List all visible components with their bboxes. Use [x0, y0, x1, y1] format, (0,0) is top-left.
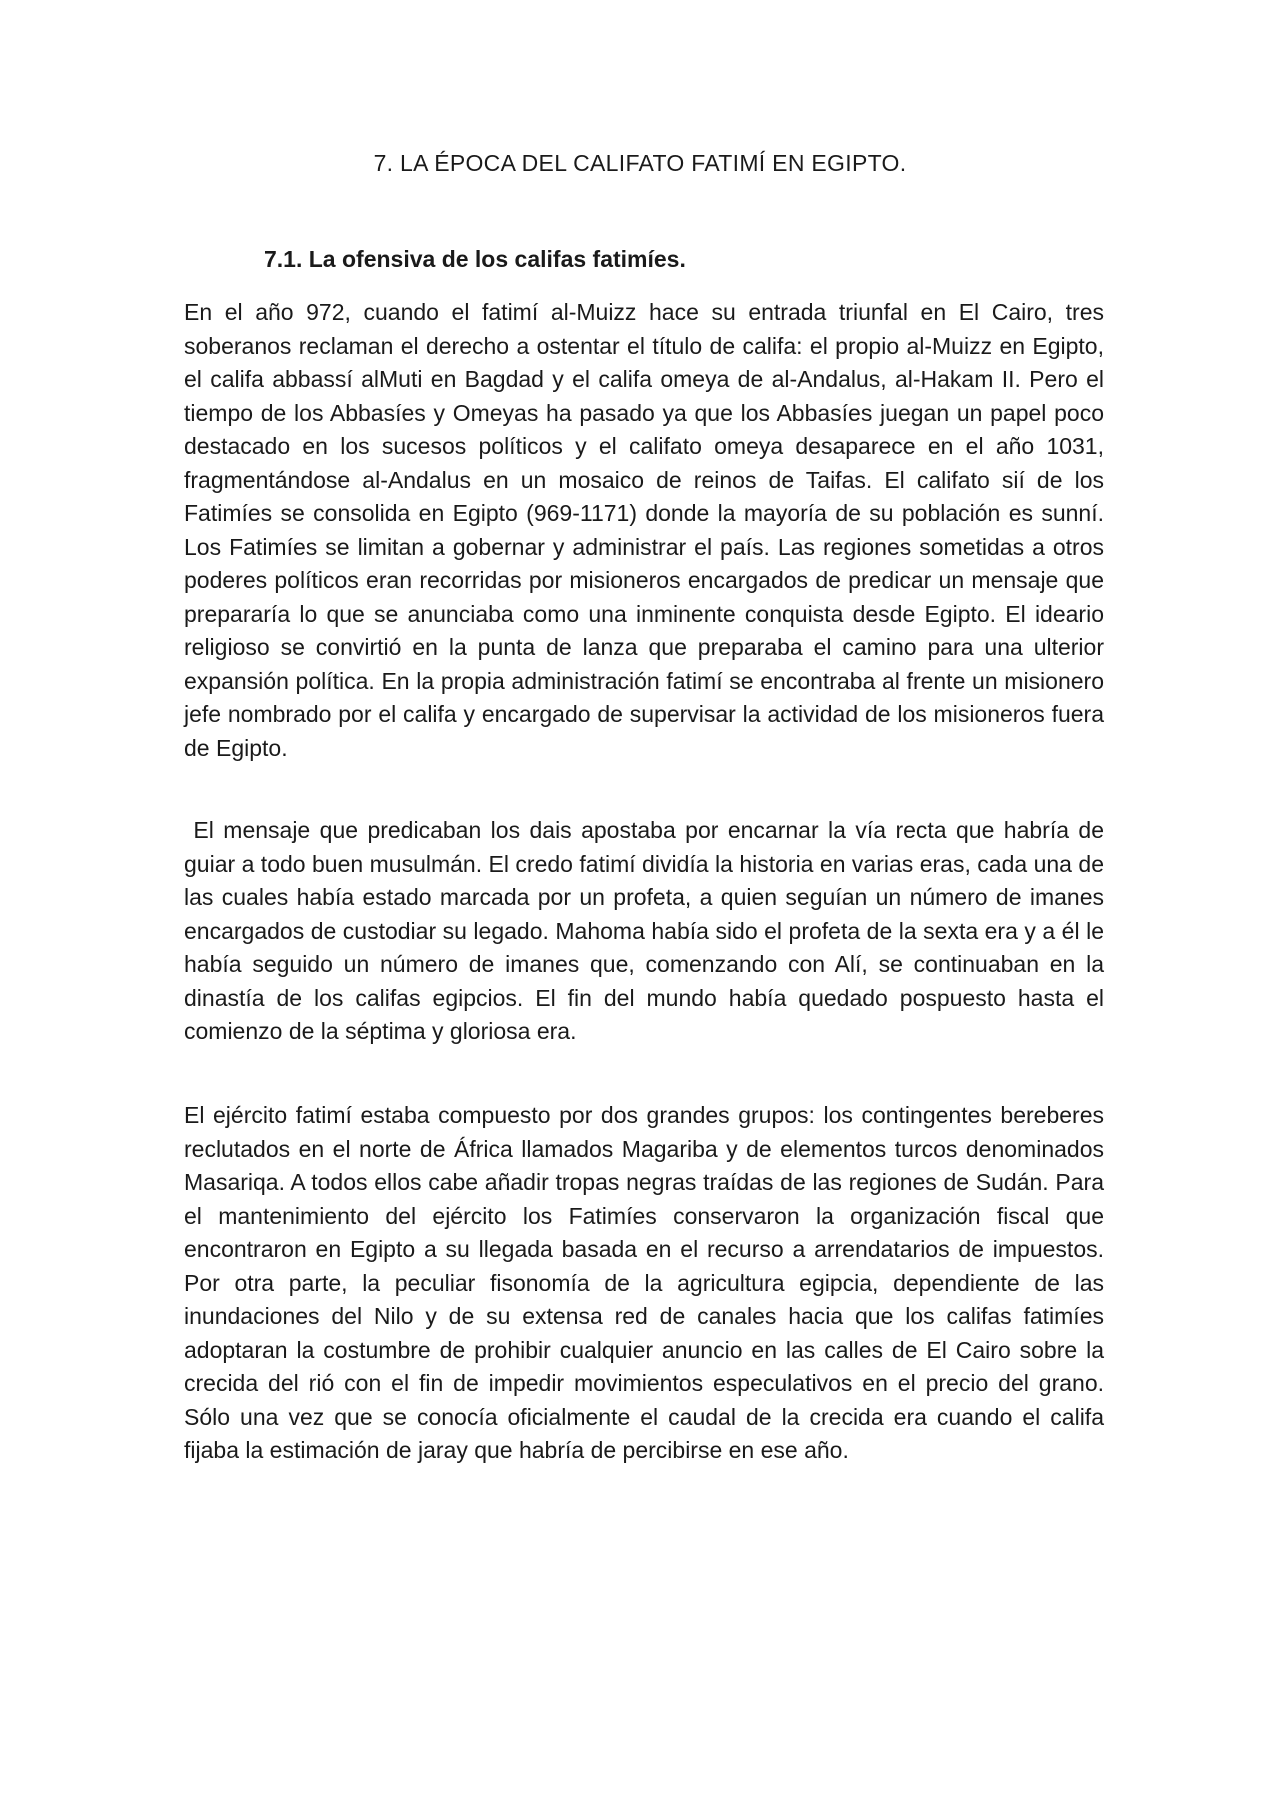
paragraph: El ejército fatimí estaba compuesto por dos grandes grupos: los contingentes bereberes reclutados en el norte de África llamados Magariba y de elementos turcos denominados Masariqa. A todos ellos cabe añadir tropas negras traídas de las regiones de Sudán. Para el mantenimiento del ejército los Fatimíes conservaron la organización fiscal que encontraron en Egipto a su llegada basada en el recurso a arrendatarios de impuestos. Por otra parte, la peculiar fisonomía de la agricultura egipcia, dependiente de las inundaciones del Nilo y de su extensa red de canales hacia que los califas fatimíes adoptaran la costumbre de prohibir cualquier anuncio en las calles de El Cairo sobre la crecida del rió con el fin de impedir movimientos especulativos en el precio del grano. Sólo una vez que se conocía oficialmente el caudal de la crecida era cuando el califa fijaba la estimación de jaray que habría de percibirse en ese año.: [184, 1102, 1104, 1463]
chapter-title: 7. LA ÉPOCA DEL CALIFATO FATIMÍ EN EGIPTO.: [373, 150, 907, 176]
section-title: 7.1. La ofensiva de los califas fatimíes.: [264, 246, 686, 272]
paragraph: El mensaje que predicaban los dais apostaba por encarnar la vía recta que habría de guiar a todo buen musulmán. El credo fatimí dividía la historia en varias eras, cada una de las cuales había estado marcada por un profeta, a quien seguían un número de imanes encargados de custodiar su legado. Mahoma había sido el profeta de la sexta era y a él le había seguido un número de imanes que, comenzando con Alí, se continuaban en la dinastía de los califas egipcios. El fin del mundo había quedado pospuesto hasta el comienzo de la séptima y gloriosa era.: [184, 817, 1111, 1044]
paragraph: En el año 972, cuando el fatimí al-Muizz hace su entrada triunfal en El Cairo, tres soberanos reclaman el derecho a ostentar el título de califa: el propio al-Muizz en Egipto, el califa abbassí alMuti en Bagdad y el califa omeya de al-Andalus, al-Hakam II. Pero el tiempo de los Abbasíes y Omeyas ha pasado ya que los Abbasíes juegan un papel poco destacado en los sucesos políticos y el califato omeya desaparece en el año 1031, fragmentándose al-Andalus en un mosaico de reinos de Taifas. El califato sií de los Fatimíes se consolida en Egipto (969-1171) donde la mayoría de su población es sunní. Los Fatimíes se limitan a gobernar y administrar el país. Las regiones sometidas a otros poderes políticos eran recorridas por misioneros encargados de predicar un mensaje que prepararía lo que se anunciaba como una inminente conquista desde Egipto. El ideario religioso se convirtió en la punta de lanza que preparaba el camino para una ulterior expansión política. En la propia administración fatimí se encontraba al frente un misionero jefe nombrado por el califa y encargado de supervisar la actividad de los misioneros fuera de Egipto.: [184, 299, 1104, 761]
